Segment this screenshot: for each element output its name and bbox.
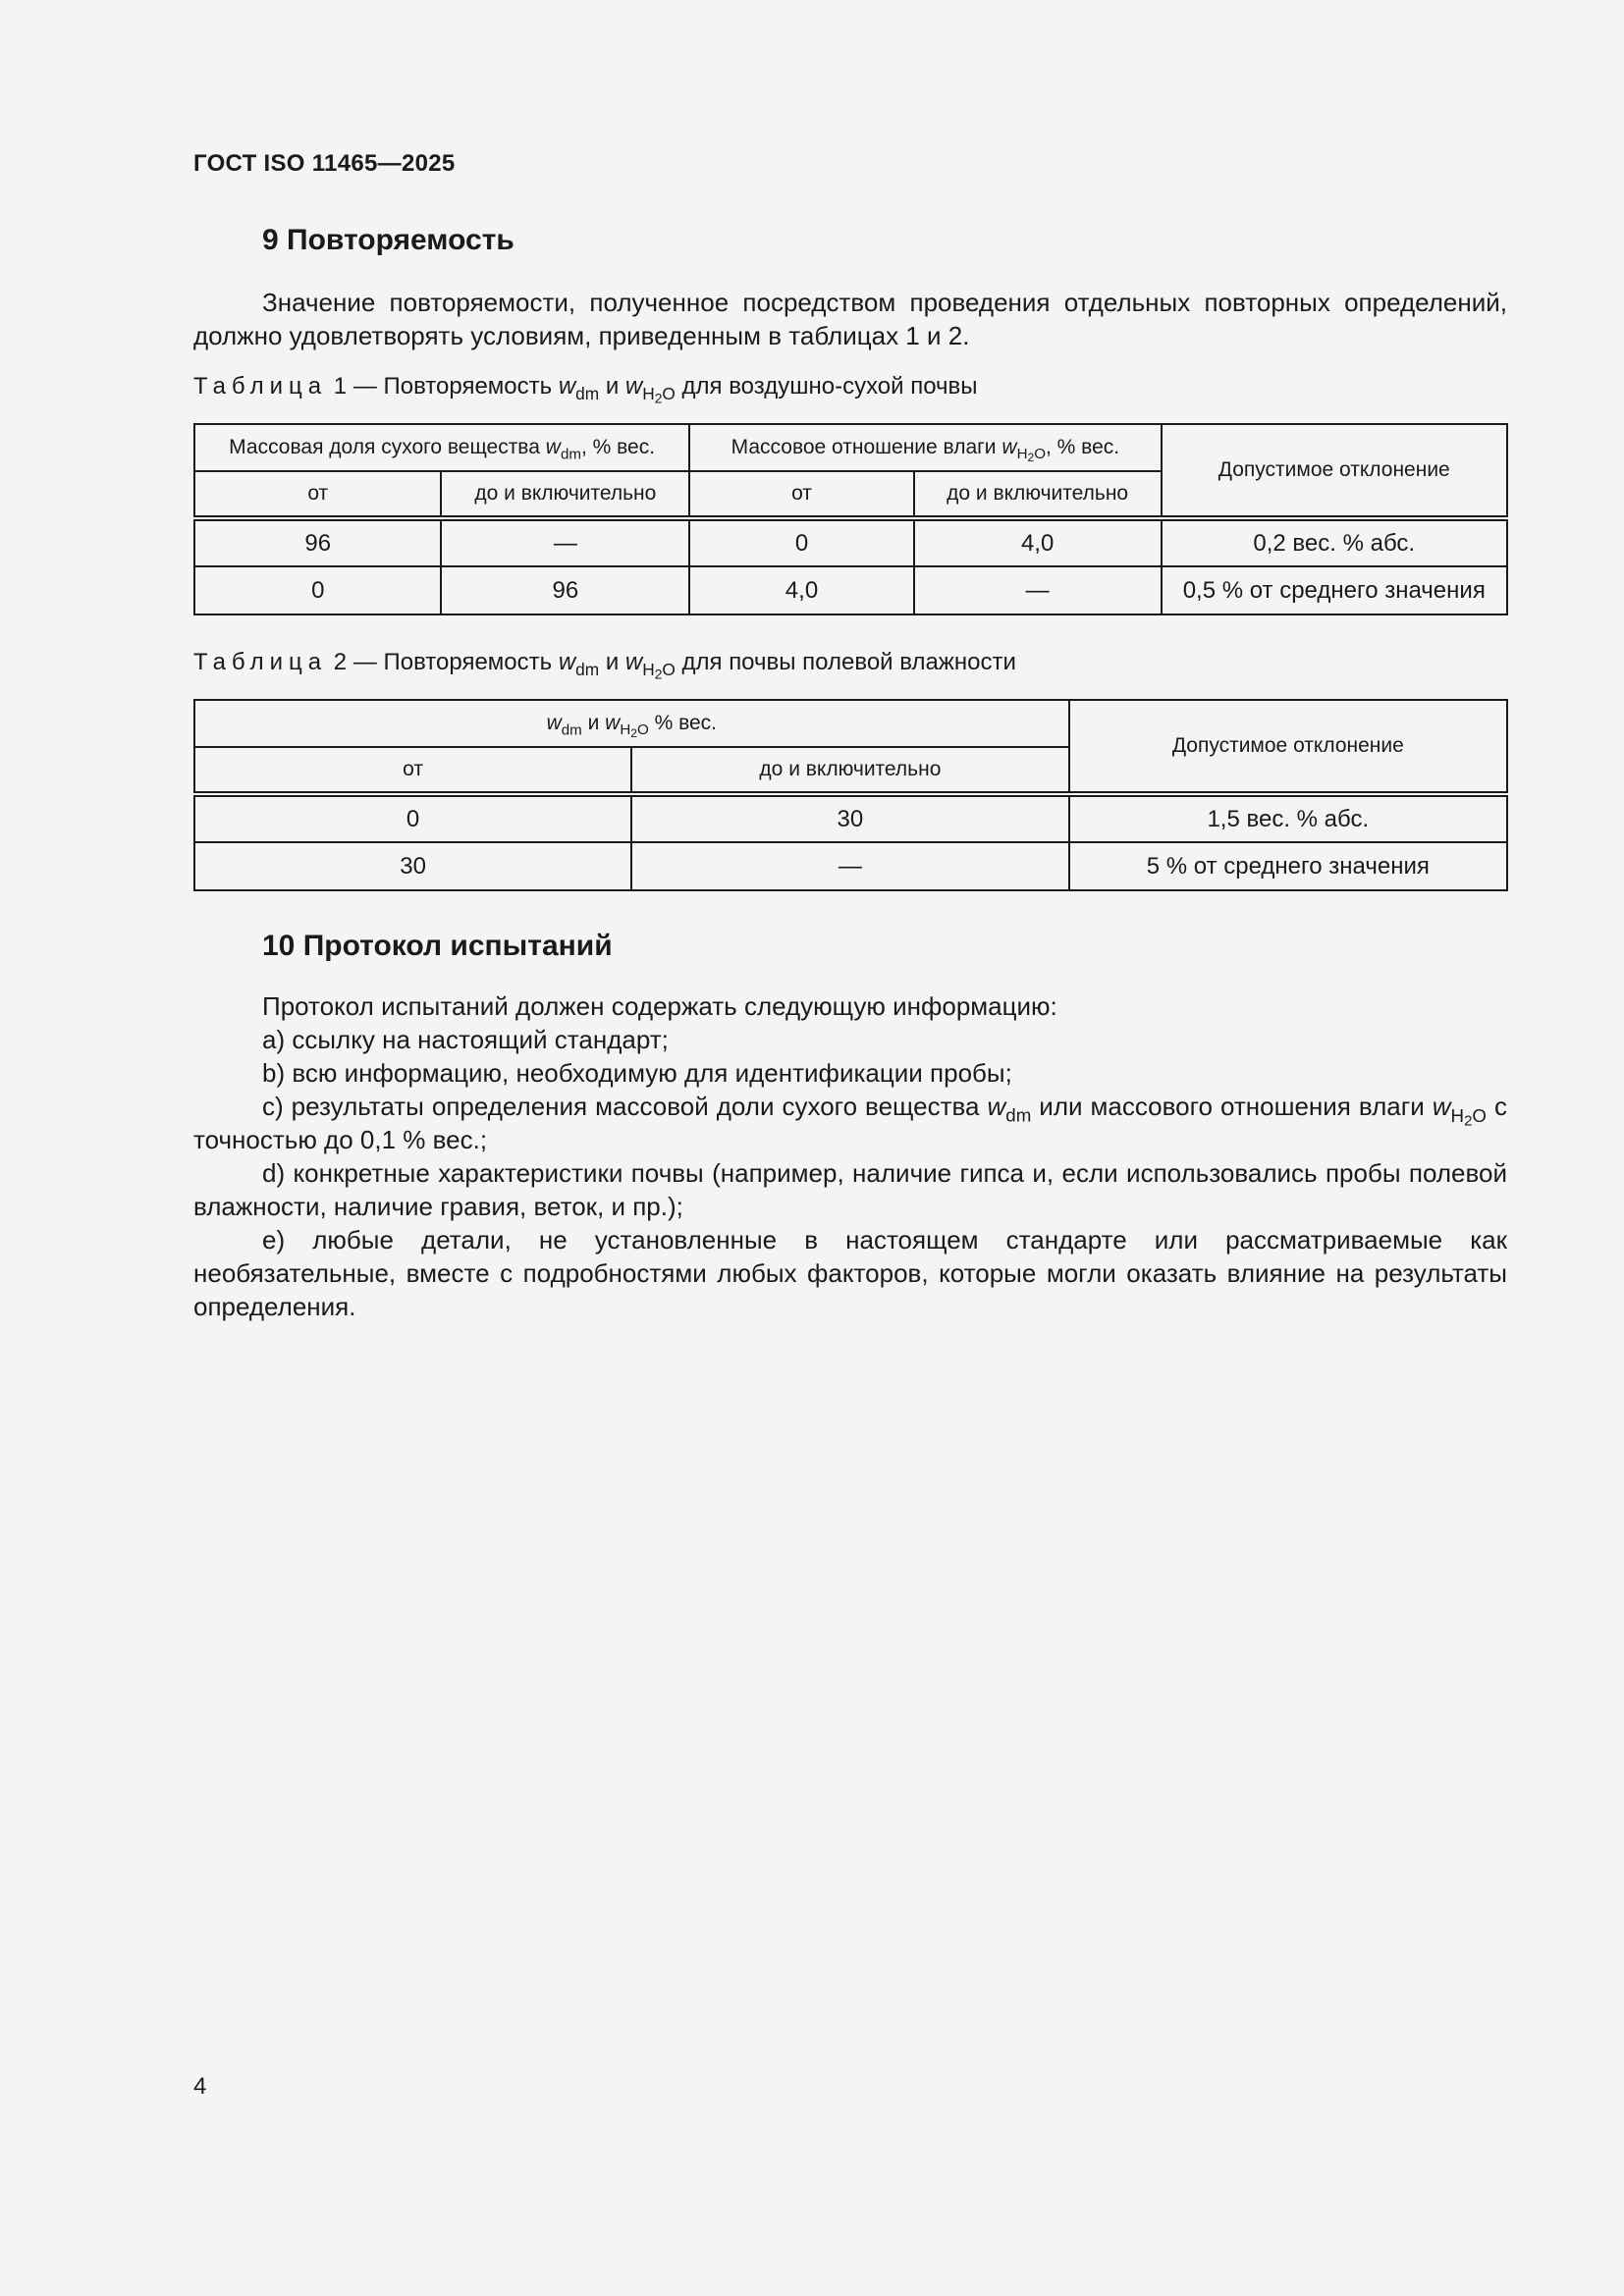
- table-cell: 4,0: [689, 566, 914, 614]
- section-10-heading: 10 Протокол испытаний: [262, 930, 613, 962]
- table-2: [193, 699, 1508, 891]
- table-cell: 96: [441, 566, 689, 614]
- table-cell: 1,5 вес. % абс.: [1069, 794, 1507, 842]
- list-item-b: b) всю информацию, необходимую для идентификации пробы;: [262, 1058, 1012, 1088]
- section-9-paragraph: Значение повторяемости, полученное посредством проведения отдельных повторных определений, должно удовлетворять условиям, приведенным в таблицах 1 и 2.: [193, 288, 1507, 350]
- table-2-header-group: $w_{dm}$ и $w_{H_2O}$ % вес.: [194, 700, 1069, 747]
- table-2-subheader-from: от: [194, 747, 631, 794]
- table-cell: 0,5 % от среднего значения: [1162, 566, 1508, 614]
- table-cell: 0: [194, 794, 631, 842]
- table-2-subheader-to: до и включительно: [631, 747, 1068, 794]
- table-row: [194, 566, 1507, 614]
- list-item-d: d) конкретные характеристики почвы (например, наличие гипса и, если использовались пробы полевой влажности, наличие гравия, веток, и пр.);: [193, 1158, 1507, 1221]
- table-cell: 0: [194, 566, 441, 614]
- list-item-c: c) результаты определения массовой доли сухого вещества $w_{dm}$ или массового отношения влаги $w_{H_2O}$ с точностью до 0,1 % вес.;: [193, 1092, 1507, 1154]
- table-1-subheader-to: до и включительно: [441, 471, 689, 518]
- table-cell: —: [914, 566, 1162, 614]
- section-10-intro: Протокол испытаний должен содержать следующую информацию:: [262, 991, 1057, 1021]
- list-item-a: a) ссылку на настоящий стандарт;: [262, 1025, 669, 1054]
- table-1-header-moisture: Массовое отношение влаги $w_{H_2O}$, % вес.: [689, 424, 1161, 471]
- table-row: [194, 518, 1507, 566]
- table-cell: 30: [194, 842, 631, 890]
- table-1-subheader-from: от: [194, 471, 441, 518]
- list-item-e: e) любые детали, не установленные в настоящем стандарте или рассматриваемые как необязательные, вместе с подробностями любых факторов, которые могли оказать влияние на результаты определения.: [193, 1225, 1507, 1321]
- table-1-subheader-to: до и включительно: [914, 471, 1162, 518]
- table-1-header-dry-matter: Массовая доля сухого вещества $w_{dm}$, % вес.: [194, 424, 689, 471]
- table-cell: 5 % от среднего значения: [1069, 842, 1507, 890]
- table-1-caption: Таблица 1 — Повторяемость $w_{dm}$ и $w_{H_2O}$ для воздушно-сухой почвы: [193, 373, 978, 406]
- section-9-heading: 9 Повторяемость: [262, 224, 514, 256]
- table-1: [193, 423, 1508, 615]
- page-number: 4: [193, 2073, 207, 2100]
- table-1-header-tolerance: Допустимое отклонение: [1162, 424, 1508, 518]
- table-cell: 0: [689, 518, 914, 566]
- table-2-caption: Таблица 2 — Повторяемость $w_{dm}$ и $w_{H_2O}$ для почвы полевой влажности: [193, 649, 1016, 682]
- table-row: [194, 842, 1507, 890]
- table-2-header-tolerance: Допустимое отклонение: [1069, 700, 1507, 794]
- table-cell: —: [631, 842, 1068, 890]
- table-1-subheader-from: от: [689, 471, 914, 518]
- table-cell: —: [441, 518, 689, 566]
- table-cell: 30: [631, 794, 1068, 842]
- table-row: [194, 794, 1507, 842]
- table-cell: 96: [194, 518, 441, 566]
- table-cell: 0,2 вес. % абс.: [1162, 518, 1508, 566]
- table-cell: 4,0: [914, 518, 1162, 566]
- document-code: ГОСТ ISO 11465—2025: [193, 150, 456, 177]
